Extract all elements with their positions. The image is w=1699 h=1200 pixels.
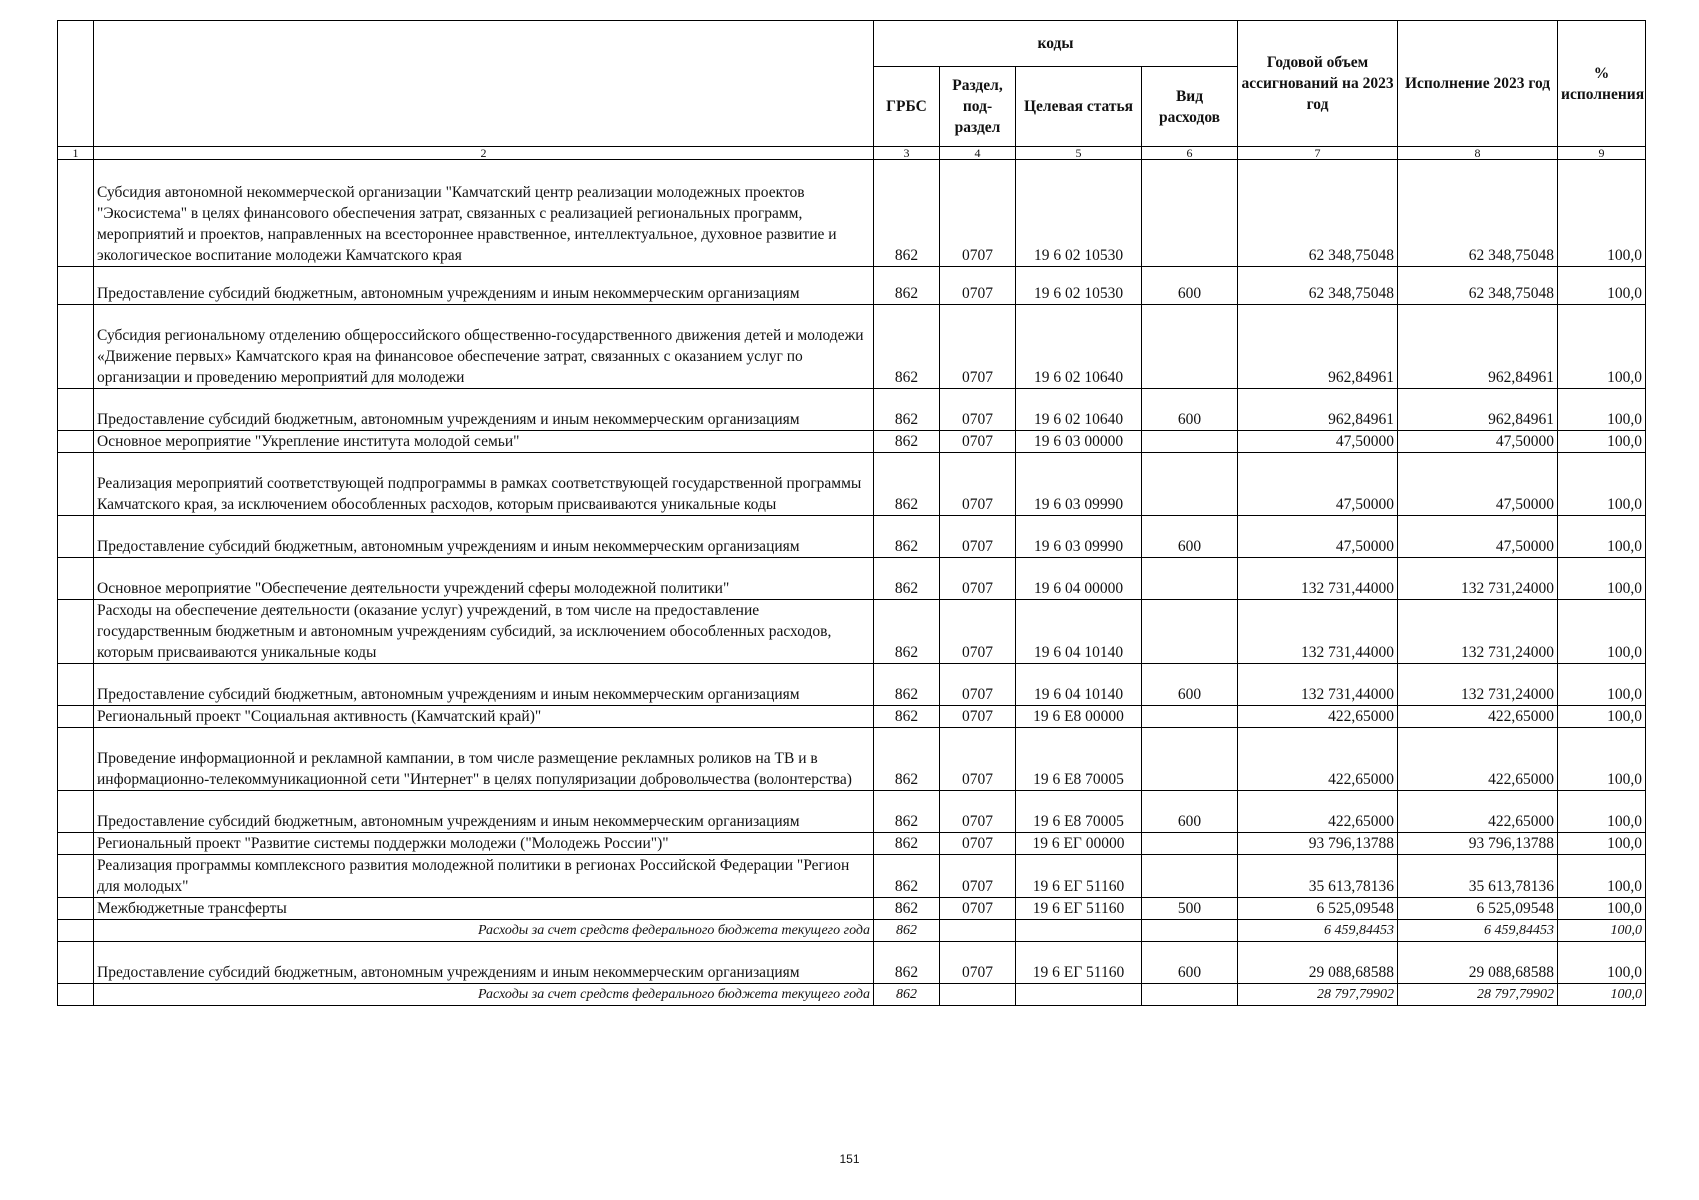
cell-percent: 100,0 <box>1558 706 1646 728</box>
table-row <box>58 558 1646 600</box>
cell-execution: 47,50000 <box>1398 516 1558 558</box>
page-number: 151 <box>839 1152 860 1166</box>
table-row <box>58 791 1646 833</box>
cell-target-article: 19 6 02 10640 <box>1016 305 1142 389</box>
cell-annual-allocation: 62 348,75048 <box>1238 160 1398 267</box>
table-row <box>58 600 1646 664</box>
cell-annual-allocation: 47,50000 <box>1238 453 1398 516</box>
header-percent: % исполнения <box>1558 21 1646 147</box>
cell-percent: 100,0 <box>1558 453 1646 516</box>
cell-expense-kind <box>1142 305 1238 389</box>
cell-percent: 100,0 <box>1558 389 1646 431</box>
cell-execution: 422,65000 <box>1398 728 1558 791</box>
cell-description: Расходы на обеспечение деятельности (оказание услуг) учреждений, в том числе на предоставление государственным бюджетным и автономным учреждениям субсидий, за исключением обособленных расходов, которым присваиваются уникальные коды <box>94 600 874 664</box>
cell-section: 0707 <box>940 728 1016 791</box>
cell-annual-allocation: 422,65000 <box>1238 728 1398 791</box>
cell-description: Предоставление субсидий бюджетным, автономным учреждениям и иным некоммерческим организациям <box>94 791 874 833</box>
table-row <box>58 664 1646 706</box>
header-target-article: Целевая статья <box>1016 67 1142 147</box>
column-number-row <box>58 147 1646 160</box>
cell-section: 0707 <box>940 664 1016 706</box>
table-row <box>58 920 1646 942</box>
cell-expense-kind <box>1142 920 1238 942</box>
cell-description: Предоставление субсидий бюджетным, автономным учреждениям и иным некоммерческим организациям <box>94 389 874 431</box>
cell-grbs: 862 <box>874 706 940 728</box>
cell-target-article: 19 6 03 00000 <box>1016 431 1142 453</box>
cell-target-article: 19 6 02 10530 <box>1016 267 1142 305</box>
cell-section: 0707 <box>940 516 1016 558</box>
cell-execution: 29 088,68588 <box>1398 942 1558 984</box>
cell-section: 0707 <box>940 791 1016 833</box>
cell-grbs: 862 <box>874 984 940 1006</box>
budget-sheet <box>57 20 1645 1006</box>
cell-target-article: 19 6 ЕГ 00000 <box>1016 833 1142 855</box>
cell-execution: 6 459,84453 <box>1398 920 1558 942</box>
cell-section: 0707 <box>940 160 1016 267</box>
cell-percent: 100,0 <box>1558 600 1646 664</box>
table-row <box>58 389 1646 431</box>
cell-description: Субсидия региональному отделению общероссийского общественно-государственного движения детей и молодежи «Движение первых» Камчатского края на финансовое обеспечение затрат, связанных с оказанием услуг по организации и проведению мероприятий для молодежи <box>94 305 874 389</box>
cell-section: 0707 <box>940 706 1016 728</box>
cell-target-article <box>1016 920 1142 942</box>
cell-row-number <box>58 389 94 431</box>
cell-grbs: 862 <box>874 942 940 984</box>
cell-expense-kind: 600 <box>1142 389 1238 431</box>
cell-grbs: 862 <box>874 898 940 920</box>
cell-section: 0707 <box>940 305 1016 389</box>
table-row <box>58 942 1646 984</box>
cell-expense-kind: 600 <box>1142 791 1238 833</box>
cell-row-number <box>58 706 94 728</box>
cell-annual-allocation: 62 348,75048 <box>1238 267 1398 305</box>
cell-execution: 62 348,75048 <box>1398 267 1558 305</box>
cell-expense-kind <box>1142 558 1238 600</box>
table-row <box>58 833 1646 855</box>
cell-target-article: 19 6 04 10140 <box>1016 600 1142 664</box>
table-row <box>58 453 1646 516</box>
cell-execution: 93 796,13788 <box>1398 833 1558 855</box>
cell-percent: 100,0 <box>1558 516 1646 558</box>
column-number: 8 <box>1398 147 1558 160</box>
cell-grbs: 862 <box>874 389 940 431</box>
column-number: 5 <box>1016 147 1142 160</box>
cell-execution: 132 731,24000 <box>1398 664 1558 706</box>
cell-target-article: 19 6 E8 00000 <box>1016 706 1142 728</box>
header-expense-kind: Вид расходов <box>1142 67 1238 147</box>
cell-description: Региональный проект "Развитие системы поддержки молодежи ("Молодежь России")" <box>94 833 874 855</box>
cell-percent: 100,0 <box>1558 160 1646 267</box>
header-row-number <box>58 21 94 147</box>
header-section: Раздел, под-раздел <box>940 67 1016 147</box>
cell-execution: 28 797,79902 <box>1398 984 1558 1006</box>
cell-execution: 132 731,24000 <box>1398 600 1558 664</box>
cell-row-number <box>58 664 94 706</box>
column-number: 7 <box>1238 147 1398 160</box>
cell-description: Проведение информационной и рекламной кампании, в том числе размещение рекламных роликов на ТВ и в информационно-телекоммуникационной сети "Интернет" в целях популяризации добровольчества (волонтерства) <box>94 728 874 791</box>
cell-description: Расходы за счет средств федерального бюджета текущего года <box>94 984 874 1006</box>
cell-percent: 100,0 <box>1558 984 1646 1006</box>
cell-expense-kind <box>1142 984 1238 1006</box>
cell-percent: 100,0 <box>1558 855 1646 898</box>
cell-row-number <box>58 453 94 516</box>
cell-row-number <box>58 984 94 1006</box>
cell-target-article <box>1016 984 1142 1006</box>
table-row <box>58 984 1646 1006</box>
cell-grbs: 862 <box>874 160 940 267</box>
table-row <box>58 728 1646 791</box>
cell-percent: 100,0 <box>1558 267 1646 305</box>
cell-annual-allocation: 6 525,09548 <box>1238 898 1398 920</box>
cell-description: Реализация программы комплексного развития молодежной политики в регионах Российской Федерации "Регион для молодых" <box>94 855 874 898</box>
cell-section: 0707 <box>940 267 1016 305</box>
cell-percent: 100,0 <box>1558 558 1646 600</box>
cell-expense-kind: 500 <box>1142 898 1238 920</box>
cell-percent: 100,0 <box>1558 920 1646 942</box>
cell-annual-allocation: 47,50000 <box>1238 431 1398 453</box>
table-row <box>58 160 1646 267</box>
cell-target-article: 19 6 ЕГ 51160 <box>1016 942 1142 984</box>
cell-expense-kind <box>1142 728 1238 791</box>
cell-expense-kind: 600 <box>1142 664 1238 706</box>
cell-grbs: 862 <box>874 855 940 898</box>
cell-row-number <box>58 267 94 305</box>
cell-expense-kind <box>1142 706 1238 728</box>
cell-grbs: 862 <box>874 516 940 558</box>
cell-execution: 62 348,75048 <box>1398 160 1558 267</box>
cell-percent: 100,0 <box>1558 791 1646 833</box>
cell-execution: 47,50000 <box>1398 431 1558 453</box>
cell-expense-kind <box>1142 833 1238 855</box>
cell-percent: 100,0 <box>1558 833 1646 855</box>
cell-section <box>940 984 1016 1006</box>
cell-percent: 100,0 <box>1558 431 1646 453</box>
cell-expense-kind: 600 <box>1142 942 1238 984</box>
cell-percent: 100,0 <box>1558 728 1646 791</box>
cell-annual-allocation: 132 731,44000 <box>1238 600 1398 664</box>
cell-percent: 100,0 <box>1558 664 1646 706</box>
header-annual-allocation: Годовой объем ассигнований на 2023 год <box>1238 21 1398 147</box>
cell-percent: 100,0 <box>1558 305 1646 389</box>
cell-target-article: 19 6 03 09990 <box>1016 516 1142 558</box>
cell-expense-kind: 600 <box>1142 267 1238 305</box>
cell-row-number <box>58 942 94 984</box>
cell-expense-kind: 600 <box>1142 516 1238 558</box>
column-number: 1 <box>58 147 94 160</box>
cell-row-number <box>58 833 94 855</box>
cell-annual-allocation: 422,65000 <box>1238 706 1398 728</box>
cell-annual-allocation: 29 088,68588 <box>1238 942 1398 984</box>
cell-section <box>940 920 1016 942</box>
cell-target-article: 19 6 ЕГ 51160 <box>1016 855 1142 898</box>
column-number: 3 <box>874 147 940 160</box>
cell-annual-allocation: 93 796,13788 <box>1238 833 1398 855</box>
cell-row-number <box>58 855 94 898</box>
cell-section: 0707 <box>940 898 1016 920</box>
cell-grbs: 862 <box>874 431 940 453</box>
cell-row-number <box>58 920 94 942</box>
cell-annual-allocation: 35 613,78136 <box>1238 855 1398 898</box>
table-row <box>58 431 1646 453</box>
cell-description: Расходы за счет средств федерального бюджета текущего года <box>94 920 874 942</box>
cell-execution: 422,65000 <box>1398 791 1558 833</box>
cell-grbs: 862 <box>874 920 940 942</box>
cell-row-number <box>58 558 94 600</box>
cell-target-article: 19 6 E8 70005 <box>1016 728 1142 791</box>
cell-target-article: 19 6 E8 70005 <box>1016 791 1142 833</box>
cell-percent: 100,0 <box>1558 898 1646 920</box>
cell-annual-allocation: 962,84961 <box>1238 389 1398 431</box>
cell-grbs: 862 <box>874 558 940 600</box>
cell-description: Межбюджетные трансферты <box>94 898 874 920</box>
cell-expense-kind <box>1142 431 1238 453</box>
cell-description: Реализация мероприятий соответствующей подпрограммы в рамках соответствующей государственной программы Камчатского края, за исключением обособленных расходов, которым присваиваются уникальные коды <box>94 453 874 516</box>
cell-target-article: 19 6 02 10640 <box>1016 389 1142 431</box>
cell-section: 0707 <box>940 558 1016 600</box>
budget-execution-table <box>57 20 1646 1006</box>
cell-execution: 422,65000 <box>1398 706 1558 728</box>
cell-annual-allocation: 47,50000 <box>1238 516 1398 558</box>
cell-row-number <box>58 160 94 267</box>
cell-section: 0707 <box>940 855 1016 898</box>
cell-annual-allocation: 132 731,44000 <box>1238 664 1398 706</box>
cell-row-number <box>58 728 94 791</box>
cell-grbs: 862 <box>874 305 940 389</box>
cell-expense-kind <box>1142 453 1238 516</box>
cell-target-article: 19 6 03 09990 <box>1016 453 1142 516</box>
cell-grbs: 862 <box>874 453 940 516</box>
cell-target-article: 19 6 02 10530 <box>1016 160 1142 267</box>
table-row <box>58 898 1646 920</box>
cell-description: Предоставление субсидий бюджетным, автономным учреждениям и иным некоммерческим организациям <box>94 664 874 706</box>
table-row <box>58 267 1646 305</box>
cell-section: 0707 <box>940 600 1016 664</box>
cell-description: Основное мероприятие "Обеспечение деятельности учреждений сферы молодежной политики" <box>94 558 874 600</box>
cell-grbs: 862 <box>874 728 940 791</box>
cell-expense-kind <box>1142 855 1238 898</box>
cell-row-number <box>58 431 94 453</box>
cell-section: 0707 <box>940 942 1016 984</box>
cell-expense-kind <box>1142 160 1238 267</box>
column-number: 6 <box>1142 147 1238 160</box>
header-codes: коды <box>874 21 1238 67</box>
cell-target-article: 19 6 ЕГ 51160 <box>1016 898 1142 920</box>
cell-target-article: 19 6 04 00000 <box>1016 558 1142 600</box>
header-grbs: ГРБС <box>874 67 940 147</box>
cell-percent: 100,0 <box>1558 942 1646 984</box>
table-body <box>58 160 1646 1006</box>
cell-execution: 35 613,78136 <box>1398 855 1558 898</box>
cell-grbs: 862 <box>874 267 940 305</box>
cell-grbs: 862 <box>874 791 940 833</box>
cell-annual-allocation: 962,84961 <box>1238 305 1398 389</box>
cell-row-number <box>58 305 94 389</box>
cell-row-number <box>58 600 94 664</box>
cell-execution: 6 525,09548 <box>1398 898 1558 920</box>
header-execution: Исполнение 2023 год <box>1398 21 1558 147</box>
table-row <box>58 706 1646 728</box>
cell-description: Субсидия автономной некоммерческой организации "Камчатский центр реализации молодежных проектов "Экосистема" в целях финансового обеспечения затрат, связанных с реализацией региональных программ, мероприятий и проектов, направленных на всестороннее нравственное, интеллектуальное, духовное развитие и экологическое воспитание молодежи Камчатского края <box>94 160 874 267</box>
cell-description: Предоставление субсидий бюджетным, автономным учреждениям и иным некоммерческим организациям <box>94 267 874 305</box>
cell-grbs: 862 <box>874 600 940 664</box>
cell-description: Предоставление субсидий бюджетным, автономным учреждениям и иным некоммерческим организациям <box>94 942 874 984</box>
cell-section: 0707 <box>940 453 1016 516</box>
cell-section: 0707 <box>940 833 1016 855</box>
column-number: 4 <box>940 147 1016 160</box>
cell-execution: 132 731,24000 <box>1398 558 1558 600</box>
cell-description: Предоставление субсидий бюджетным, автономным учреждениям и иным некоммерческим организациям <box>94 516 874 558</box>
cell-execution: 962,84961 <box>1398 305 1558 389</box>
column-number: 9 <box>1558 147 1646 160</box>
column-number: 2 <box>94 147 874 160</box>
cell-execution: 47,50000 <box>1398 453 1558 516</box>
cell-description: Основное мероприятие "Укрепление института молодой семьи" <box>94 431 874 453</box>
cell-annual-allocation: 6 459,84453 <box>1238 920 1398 942</box>
table-row <box>58 516 1646 558</box>
cell-row-number <box>58 791 94 833</box>
cell-expense-kind <box>1142 600 1238 664</box>
cell-annual-allocation: 132 731,44000 <box>1238 558 1398 600</box>
cell-grbs: 862 <box>874 833 940 855</box>
cell-row-number <box>58 516 94 558</box>
cell-description: Региональный проект "Социальная активность (Камчатский край)" <box>94 706 874 728</box>
cell-section: 0707 <box>940 389 1016 431</box>
cell-grbs: 862 <box>874 664 940 706</box>
cell-section: 0707 <box>940 431 1016 453</box>
cell-annual-allocation: 28 797,79902 <box>1238 984 1398 1006</box>
table-row <box>58 305 1646 389</box>
cell-annual-allocation: 422,65000 <box>1238 791 1398 833</box>
table-row <box>58 855 1646 898</box>
cell-execution: 962,84961 <box>1398 389 1558 431</box>
cell-row-number <box>58 898 94 920</box>
cell-target-article: 19 6 04 10140 <box>1016 664 1142 706</box>
header-description <box>94 21 874 147</box>
